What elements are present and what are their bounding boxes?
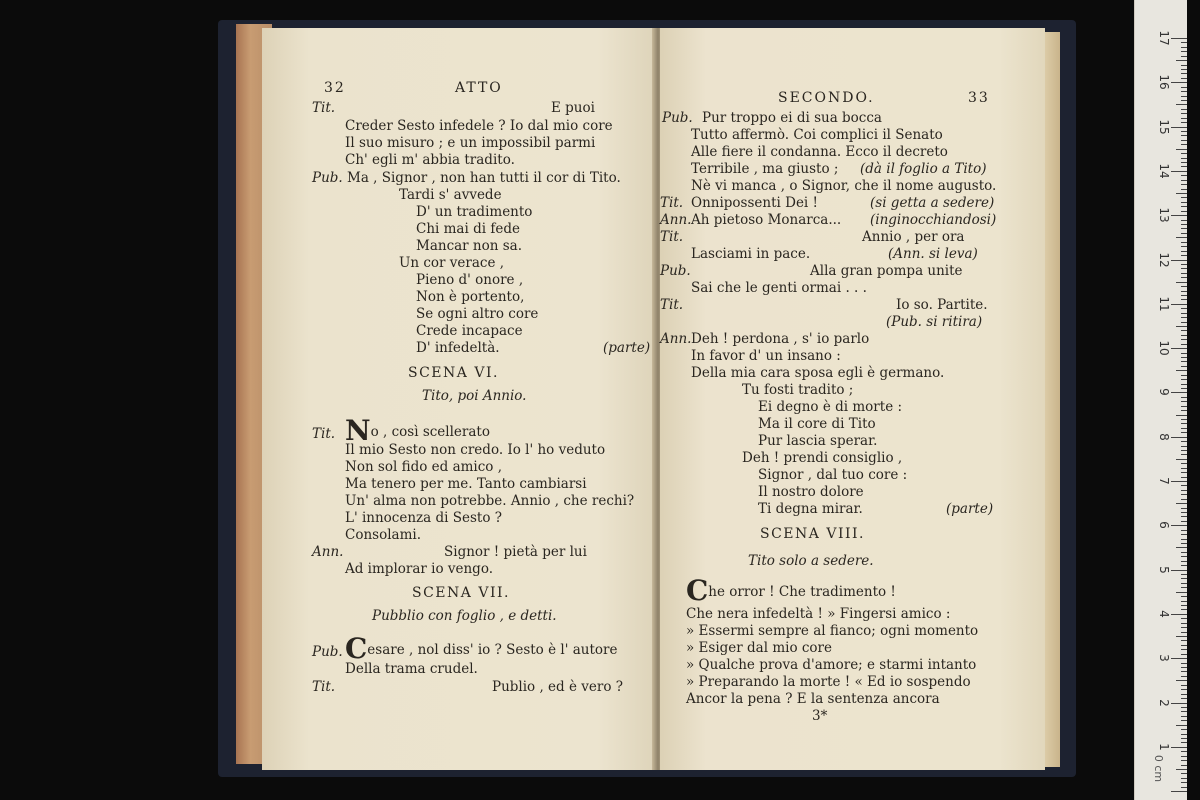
scene-characters: Tito solo a sedere. (748, 553, 874, 569)
ruler-tick (1171, 38, 1187, 39)
text-line: Ah pietoso Monarca... (691, 212, 842, 228)
text-line: Tu fosti tradito ; (742, 382, 854, 398)
right-page (660, 28, 1045, 770)
ruler-tick (1181, 158, 1187, 159)
ruler-tick (1181, 42, 1187, 43)
speaker: Tit. (660, 229, 684, 245)
ruler-cm-label: 5 (1157, 565, 1171, 574)
speaker: Tit. (660, 195, 684, 211)
ruler-tick (1181, 765, 1187, 766)
ruler-tick (1181, 711, 1187, 712)
ruler-tick (1181, 543, 1187, 544)
text-line: Signor ! pietà per lui (444, 544, 587, 560)
ruler-tick (1181, 663, 1187, 664)
ruler-tick (1181, 698, 1187, 699)
ruler-cm-label: 6 (1157, 521, 1171, 530)
ruler-tick (1181, 574, 1187, 575)
speaker: Pub. (662, 110, 693, 126)
text-line: Della mia cara sposa egli è germano. (691, 365, 945, 381)
ruler-tick (1176, 370, 1187, 371)
ruler-tick (1181, 100, 1187, 101)
text-line: Mancar non sa. (416, 238, 522, 254)
ruler-tick (1181, 122, 1187, 123)
ruler-tick (1181, 578, 1187, 579)
ruler-tick (1181, 667, 1187, 668)
signature-mark: 3* (812, 708, 828, 724)
ruler-tick (1181, 446, 1187, 447)
ruler-tick (1181, 477, 1187, 478)
ruler-tick (1181, 401, 1187, 402)
ruler-cm-label: 12 (1157, 251, 1171, 268)
ruler-tick (1181, 521, 1187, 522)
text-line: D' infedeltà. (416, 340, 500, 356)
text-line: he orror ! Che tradimento ! (708, 584, 896, 600)
ruler-tick (1181, 552, 1187, 553)
text-line: Alla gran pompa unite (810, 263, 963, 279)
ruler-tick (1181, 220, 1187, 221)
ruler-tick (1181, 255, 1187, 256)
speaker: Tit. (660, 297, 684, 313)
drop-cap-line (345, 632, 618, 665)
ruler-tick (1181, 286, 1187, 287)
ruler-tick (1181, 499, 1187, 500)
speaker: Pub. (312, 644, 343, 660)
ruler-cm-label: 2 (1157, 698, 1171, 707)
ruler-tick (1181, 406, 1187, 407)
text-line: Publio , ed è vero ? (492, 679, 623, 695)
ruler-tick (1181, 618, 1187, 619)
ruler-tick (1181, 308, 1187, 309)
ruler-tick (1181, 729, 1187, 730)
ruler-tick (1181, 508, 1187, 509)
ruler-tick (1181, 432, 1187, 433)
drop-cap-line (686, 574, 896, 607)
text-line: Pieno d' onore , (416, 272, 524, 288)
text-line: Della trama crudel. (345, 661, 478, 677)
ruler-tick (1181, 645, 1187, 646)
ruler-tick (1171, 304, 1187, 305)
ruler-tick (1181, 73, 1187, 74)
ruler-tick (1181, 450, 1187, 451)
ruler-tick (1176, 193, 1187, 194)
ruler-tick (1176, 725, 1187, 726)
running-head: SECONDO. (778, 90, 875, 106)
text-line: Nè vi manca , o Signor, che il nome augusto. (691, 178, 997, 194)
ruler-tick (1171, 348, 1187, 349)
text-line: Ma il core di Tito (758, 416, 876, 432)
ruler-tick (1181, 632, 1187, 633)
ruler-tick (1181, 299, 1187, 300)
ruler-tick (1181, 512, 1187, 513)
ruler-tick (1181, 206, 1187, 207)
text-line: Il mio Sesto non credo. Io l' ho veduto (345, 442, 606, 458)
ruler-cm-label: 17 (1157, 30, 1171, 46)
ruler-tick (1181, 782, 1187, 783)
ruler-tick (1181, 720, 1187, 721)
ruler-tick (1181, 295, 1187, 296)
ruler-tick (1181, 742, 1187, 743)
ruler-tick (1171, 525, 1187, 526)
ruler-tick (1181, 51, 1187, 52)
ruler-tick (1181, 246, 1187, 247)
scene-heading: SCENA VII. (412, 585, 510, 601)
text-line: Deh ! prendi consiglio , (742, 450, 903, 466)
speaker: Ann. (660, 212, 692, 228)
text-line: esare , nol diss' io ? Sesto è l' autore (367, 642, 618, 658)
ruler-tick (1181, 605, 1187, 606)
ruler-unit: 0 cm (1152, 754, 1166, 783)
text-line: Terribile , ma giusto ; (691, 161, 839, 177)
ruler-tick (1181, 361, 1187, 362)
ruler-tick (1181, 397, 1187, 398)
ruler-cm-label: 11 (1157, 296, 1171, 312)
stage-direction: (si getta a sedere) (870, 195, 995, 211)
ruler-tick (1181, 264, 1187, 265)
ruler-tick (1181, 707, 1187, 708)
ruler-tick (1181, 787, 1187, 788)
ruler-tick (1181, 273, 1187, 274)
text-line: » Esiger dal mio core (686, 640, 832, 656)
ruler-tick (1181, 78, 1187, 79)
ruler-tick (1171, 260, 1187, 261)
text-line: Signor , dal tuo core : (758, 467, 908, 483)
ruler-tick (1181, 180, 1187, 181)
text-line: Tardi s' avvede (399, 187, 502, 203)
ruler-tick (1181, 113, 1187, 114)
measuring-ruler (1134, 0, 1187, 800)
ruler-tick (1181, 131, 1187, 132)
ruler-tick (1181, 162, 1187, 163)
ruler-tick (1181, 472, 1187, 473)
ruler-tick (1181, 189, 1187, 190)
scene-heading: SCENA VIII. (760, 526, 865, 542)
ruler-tick (1176, 415, 1187, 416)
ruler-tick (1181, 640, 1187, 641)
ruler-tick (1181, 118, 1187, 119)
ruler-cm-label: 7 (1157, 477, 1171, 485)
text-line: Sai che le genti ormai . . . (691, 280, 867, 296)
scene-heading: SCENA VI. (408, 365, 499, 381)
ruler-tick (1181, 441, 1187, 442)
ruler-tick (1181, 601, 1187, 602)
ruler-tick (1176, 104, 1187, 105)
ruler-tick (1181, 228, 1187, 229)
ruler-tick (1181, 760, 1187, 761)
text-line: Il suo misuro ; e un impossibil parmi (345, 135, 596, 151)
ruler-tick (1181, 87, 1187, 88)
ruler-tick (1181, 339, 1187, 340)
text-line: Il nostro dolore (758, 484, 864, 500)
text-line: In favor d' un insano : (691, 348, 841, 364)
text-line: Lasciami in pace. (691, 246, 811, 262)
ruler-tick (1176, 503, 1187, 504)
ruler-tick (1181, 211, 1187, 212)
ruler-tick (1181, 335, 1187, 336)
ruler-tick (1181, 175, 1187, 176)
speaker: Pub. (660, 263, 691, 279)
drop-cap: C (345, 632, 368, 665)
ruler-tick (1181, 778, 1187, 779)
speaker: Tit. (312, 100, 336, 116)
ruler-tick (1176, 547, 1187, 548)
ruler-tick (1181, 561, 1187, 562)
ruler-tick (1171, 658, 1187, 659)
text-line: Chi mai di fede (416, 221, 520, 237)
text-line: Consolami. (345, 527, 421, 543)
ruler-tick (1176, 149, 1187, 150)
ruler-tick (1181, 379, 1187, 380)
ruler-tick (1181, 251, 1187, 252)
ruler-tick (1181, 277, 1187, 278)
ruler-tick (1181, 428, 1187, 429)
text-line: Ti degna mirar. (758, 501, 863, 517)
ruler-tick (1181, 166, 1187, 167)
speaker: Pub. (312, 170, 343, 186)
ruler-tick (1181, 153, 1187, 154)
text-line: Deh ! perdona , s' io parlo (691, 331, 870, 347)
ruler-cm-label: 13 (1157, 207, 1171, 223)
text-line: Ch' egli m' abbia tradito. (345, 152, 515, 168)
speaker: Ann. (660, 331, 692, 347)
text-line: Ma tenero per me. Tanto cambiarsi (345, 476, 587, 492)
ruler-tick (1181, 47, 1187, 48)
ruler-tick (1176, 282, 1187, 283)
ruler-tick (1176, 60, 1187, 61)
ruler-tick (1181, 751, 1187, 752)
speaker: Ann. (312, 544, 344, 560)
ruler-tick (1181, 384, 1187, 385)
ruler-tick (1181, 419, 1187, 420)
ruler-cm-label: 3 (1157, 654, 1171, 662)
ruler-tick (1181, 375, 1187, 376)
text-line: » Preparando la morte ! « Ed io sospendo (686, 674, 971, 690)
ruler-tick (1181, 587, 1187, 588)
ruler-tick (1181, 583, 1187, 584)
ruler-tick (1181, 556, 1187, 557)
ruler-tick (1181, 135, 1187, 136)
ruler-tick (1181, 454, 1187, 455)
ruler-tick (1181, 353, 1187, 354)
ruler-tick (1171, 481, 1187, 482)
text-line: Tutto affermò. Coi complici il Senato (691, 127, 943, 143)
ruler-tick (1181, 366, 1187, 367)
text-line: » Qualche prova d'amore; e starmi intanto (686, 657, 977, 673)
ruler-tick (1181, 140, 1187, 141)
ruler-tick (1181, 410, 1187, 411)
ruler-tick (1171, 614, 1187, 615)
ruler-tick (1181, 654, 1187, 655)
stage-direction: (Pub. si ritira) (886, 314, 983, 330)
ruler-tick (1176, 237, 1187, 238)
ruler-tick (1181, 494, 1187, 495)
ruler-tick (1181, 734, 1187, 735)
ruler-tick (1171, 127, 1187, 128)
ruler-tick (1181, 69, 1187, 70)
ruler-tick (1181, 423, 1187, 424)
ruler-tick (1181, 344, 1187, 345)
text-line: Crede incapace (416, 323, 523, 339)
ruler-tick (1181, 596, 1187, 597)
ruler-tick (1181, 233, 1187, 234)
speaker: Tit. (312, 426, 336, 442)
ruler-tick (1181, 268, 1187, 269)
text-line: Un' alma non potrebbe. Annio , che rechi? (345, 493, 635, 509)
ruler-tick (1181, 96, 1187, 97)
ruler-tick (1181, 313, 1187, 314)
ruler-tick (1171, 747, 1187, 748)
ruler-tick (1181, 322, 1187, 323)
text-line: Ad implorar io vengo. (345, 561, 494, 577)
text-line: Un cor verace , (399, 255, 505, 271)
drop-cap: N (345, 414, 371, 447)
text-line: Che nera infedeltà ! » Fingersi amico : (686, 606, 951, 622)
ruler-cm-label: 15 (1157, 118, 1171, 135)
ruler-tick (1176, 636, 1187, 637)
ruler-tick (1181, 623, 1187, 624)
text-line: Creder Sesto infedele ? Io dal mio core (345, 118, 613, 134)
ruler-tick (1171, 437, 1187, 438)
ruler-tick (1181, 773, 1187, 774)
page-number: 33 (968, 90, 990, 106)
ruler-tick (1181, 109, 1187, 110)
running-head: ATTO (455, 80, 503, 96)
ruler-tick (1181, 291, 1187, 292)
ruler-tick (1181, 609, 1187, 610)
ruler-tick (1181, 330, 1187, 331)
ruler-tick (1181, 202, 1187, 203)
text-line: Pur lascia sperar. (758, 433, 878, 449)
drop-cap: C (686, 574, 709, 607)
text-line: Pur troppo ei di sua bocca (702, 110, 882, 126)
ruler-tick (1181, 388, 1187, 389)
ruler-cm-label: 1 (1157, 742, 1171, 751)
ruler-cm-label: 9 (1157, 388, 1171, 397)
stage-direction: (parte) (603, 340, 651, 356)
text-line: Non sol fido ed amico , (345, 459, 503, 475)
ruler-cm-label: 8 (1157, 432, 1171, 441)
ruler-tick (1181, 242, 1187, 243)
ruler-tick (1181, 627, 1187, 628)
text-line: D' un tradimento (416, 204, 533, 220)
ruler-tick (1181, 184, 1187, 185)
ruler-cm-label: 4 (1157, 610, 1171, 618)
text-line: Non è portento, (416, 289, 525, 305)
ruler-tick (1181, 463, 1187, 464)
ruler-tick (1176, 459, 1187, 460)
ruler-tick (1181, 649, 1187, 650)
ruler-tick (1181, 144, 1187, 145)
page-number: 32 (324, 80, 346, 96)
stage-direction: (dà il foglio a Tito) (860, 161, 987, 177)
scene-characters: Tito, poi Annio. (422, 388, 527, 404)
ruler-tick (1181, 65, 1187, 66)
left-page (262, 28, 657, 770)
ruler-tick (1171, 791, 1187, 792)
text-line: Se ogni altro core (416, 306, 539, 322)
stage-direction: (inginocchiandosi) (870, 212, 997, 228)
text-line: Onnipossenti Dei ! (691, 195, 818, 211)
ruler-tick (1171, 703, 1187, 704)
ruler-tick (1181, 197, 1187, 198)
text-line: o , così scellerato (370, 424, 490, 440)
stage-direction: (Ann. si leva) (888, 246, 978, 262)
ruler-tick (1181, 565, 1187, 566)
stage-direction: (parte) (946, 501, 994, 517)
ruler-tick (1171, 215, 1187, 216)
ruler-tick (1181, 689, 1187, 690)
ruler-tick (1171, 392, 1187, 393)
speaker: Tit. (312, 679, 336, 695)
ruler-tick (1181, 685, 1187, 686)
ruler-tick (1181, 530, 1187, 531)
ruler-tick (1181, 671, 1187, 672)
ruler-tick (1181, 468, 1187, 469)
ruler-tick (1181, 490, 1187, 491)
ruler-tick (1181, 56, 1187, 57)
scene-characters: Pubblio con foglio , e detti. (372, 608, 557, 624)
ruler-tick (1176, 592, 1187, 593)
ruler-tick (1181, 224, 1187, 225)
ruler-tick (1176, 326, 1187, 327)
ruler-cm-label: 14 (1157, 163, 1171, 179)
ruler-tick (1181, 694, 1187, 695)
text-line: Ancor la pena ? E la sentenza ancora (686, 691, 940, 707)
ruler-tick (1181, 539, 1187, 540)
ruler-tick (1181, 357, 1187, 358)
ruler-tick (1181, 756, 1187, 757)
ruler-cm-label: 16 (1157, 74, 1171, 90)
text-line: Ei degno è di morte : (758, 399, 903, 415)
ruler-tick (1181, 516, 1187, 517)
ruler-tick (1171, 82, 1187, 83)
ruler-tick (1176, 769, 1187, 770)
ruler-tick (1181, 534, 1187, 535)
ruler-tick (1176, 680, 1187, 681)
text-line: L' innocenza di Sesto ? (345, 510, 502, 526)
ruler-tick (1181, 716, 1187, 717)
text-line: Ma , Signor , non han tutti il cor di Tito. (347, 170, 621, 186)
text-line: Alle fiere il condanna. Ecco il decreto (691, 144, 948, 160)
ruler-tick (1181, 91, 1187, 92)
ruler-tick (1171, 570, 1187, 571)
ruler-tick (1181, 317, 1187, 318)
text-line: Annio , per ora (862, 229, 965, 245)
text-line: E puoi (551, 100, 595, 116)
ruler-tick (1181, 676, 1187, 677)
ruler-tick (1171, 171, 1187, 172)
drop-cap-line (345, 414, 490, 447)
text-line: Io so. Partite. (896, 297, 988, 313)
ruler-cm-label: 10 (1157, 340, 1171, 356)
ruler-tick (1181, 485, 1187, 486)
ruler-tick (1181, 738, 1187, 739)
text-line: » Essermi sempre al fianco; ogni momento (686, 623, 979, 639)
